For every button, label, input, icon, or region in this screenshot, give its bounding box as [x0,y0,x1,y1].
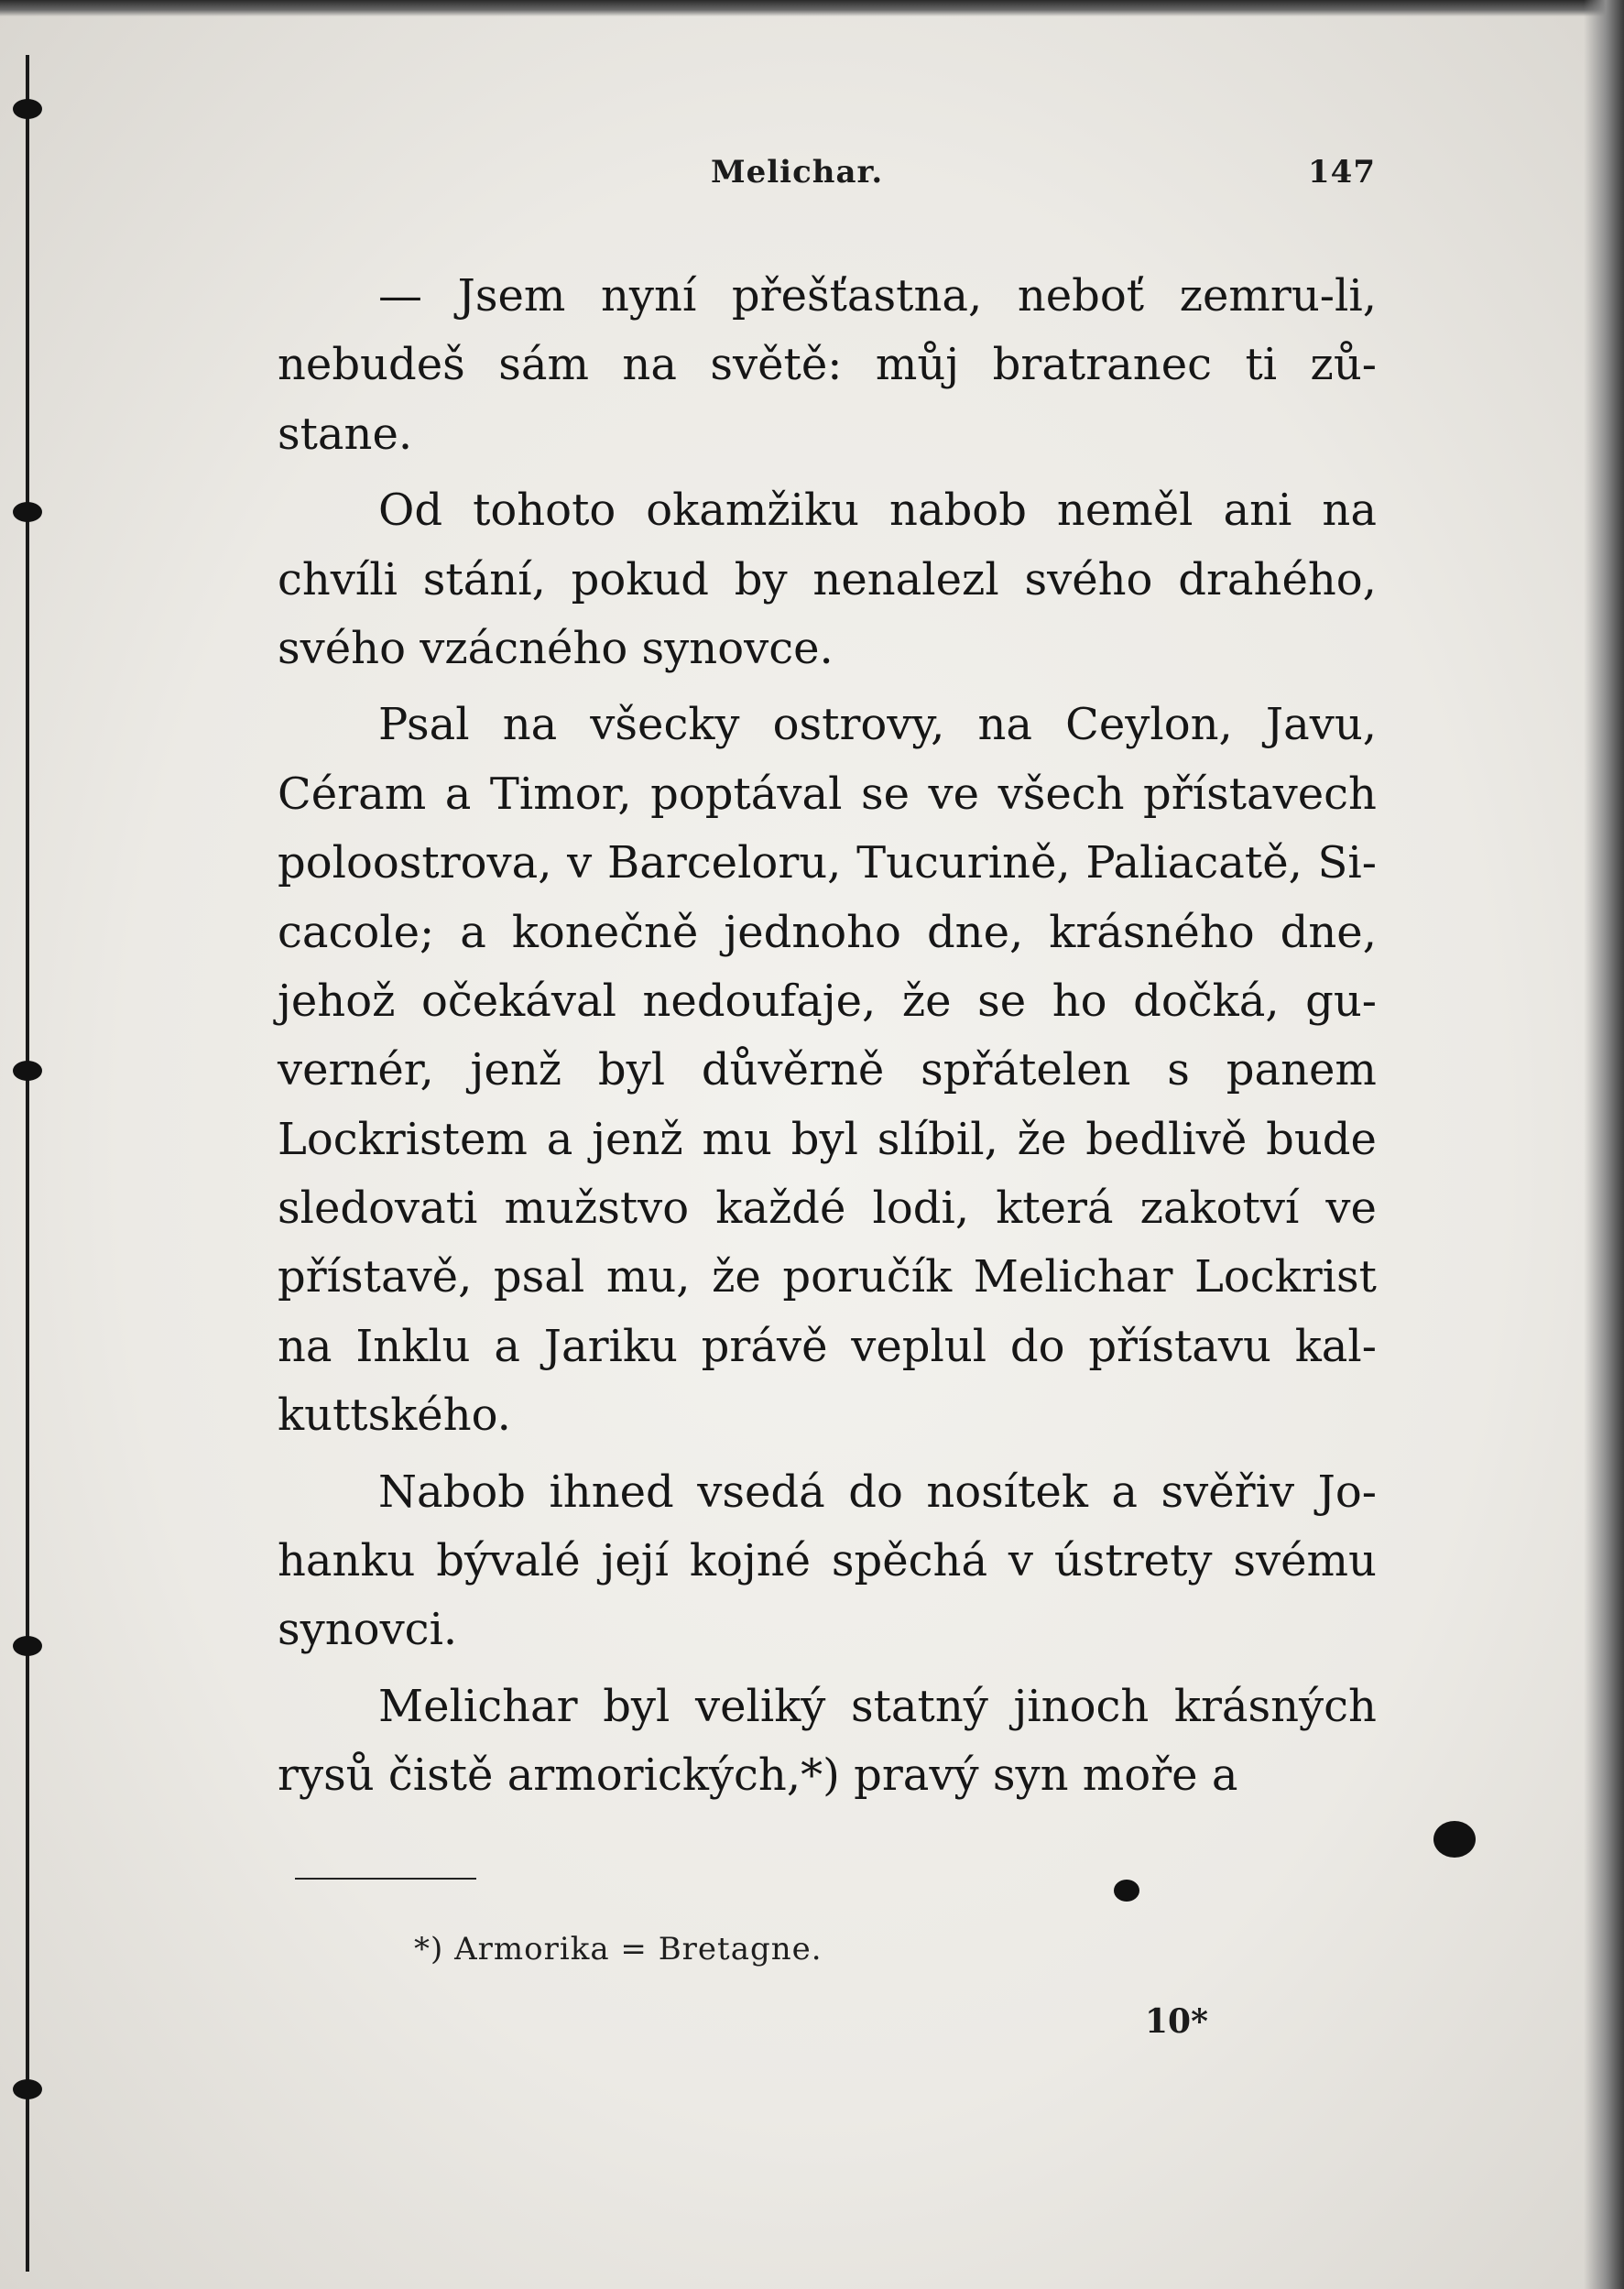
word: krásných [1173,1680,1377,1732]
word: na [278,1320,332,1372]
footnote-rule [295,1878,476,1880]
word: přístavě, [278,1251,473,1303]
word: do [848,1466,903,1518]
word: bývalé [436,1535,581,1587]
word: její [601,1535,670,1587]
text-line [278,476,1377,545]
text-line [278,1673,1377,1741]
word: jednoho [724,906,901,958]
body-text [278,262,1377,1811]
word: že [901,975,952,1027]
word: spřátelen [921,1044,1131,1096]
text-line [278,760,1377,829]
page-top-edge [0,0,1624,16]
word: přístavu [1088,1320,1271,1372]
word: svého [1024,553,1153,605]
word: na [622,339,677,391]
word: pokud [571,553,709,605]
word: poptával [650,768,843,820]
word: na [502,699,558,751]
word: neboť [1017,270,1145,322]
binding-spine [26,55,29,2272]
word: nedoufaje, [642,975,877,1027]
word: sledovati [278,1183,478,1235]
word: ostrovy, [772,699,945,751]
word: poručík [782,1251,953,1303]
spine-mark [13,1636,42,1656]
word: okamžiku [646,485,860,537]
word: Javu, [1265,699,1377,751]
word: veplul [851,1320,987,1372]
word: ani [1223,485,1292,537]
word: vsedá [697,1466,825,1518]
word: vernér, [278,1044,434,1096]
text-line: svého vzácného synovce. [278,622,834,674]
text-line [278,331,1377,399]
word: by [734,553,788,605]
word: statný [851,1680,988,1732]
word: ho [1052,975,1107,1027]
word: ve [928,768,980,820]
word: Céram [278,768,427,820]
word: mu [702,1113,772,1165]
word: právě [701,1320,828,1372]
spine-mark [13,99,42,119]
text-line [278,829,1377,898]
word: zemru-li, [1179,270,1377,322]
text-line: synovci. [278,1604,458,1656]
word: tohoto [473,485,616,537]
word: lodi, [872,1183,970,1235]
text-line [278,1174,1377,1243]
spine-mark [13,2079,42,2099]
word: bratranec [992,339,1212,391]
word: — [378,270,422,322]
word: v [1008,1535,1034,1587]
word: na [977,699,1033,751]
word: byl [790,1113,858,1165]
word: nebudeš [278,339,465,391]
word: byl [603,1680,670,1732]
word: cacole; [278,906,435,958]
word: každé [715,1183,846,1235]
word: svěřiv [1161,1466,1295,1518]
word: konečně [511,906,699,958]
word: že [1017,1113,1067,1165]
word: slíbil, [877,1113,998,1165]
spine-mark [13,1061,42,1081]
word: ihned [549,1466,674,1518]
word: Lockristem [278,1113,528,1165]
spine-mark [13,502,42,522]
word: zakotví [1139,1183,1300,1235]
word: Melichar [973,1251,1173,1303]
word: v [567,837,593,889]
word: byl [597,1044,666,1096]
word: dne, [1280,906,1377,958]
word: mužstvo [504,1183,690,1235]
word: jinoch [1013,1680,1150,1732]
word: a [444,768,472,820]
word: na [1322,485,1377,537]
word: do [1009,1320,1065,1372]
word: a [494,1320,520,1372]
word: Paliacatě, [1085,837,1302,889]
word: Barceloru, [606,837,842,889]
footnote: *) Armorika = Bretagne. [414,1931,823,1967]
word: Si- [1317,837,1377,889]
text-line: stane. [278,408,413,460]
word: Jsem [457,270,566,322]
text-line [278,1036,1377,1105]
word: která [996,1183,1114,1235]
word: důvěrně [701,1044,885,1096]
word: všech [997,768,1125,820]
word: Ceylon, [1065,699,1233,751]
word: dne, [926,906,1024,958]
text-line [278,1458,1377,1527]
word: Melichar [378,1680,578,1732]
ink-blot [1114,1880,1139,1902]
word: Timor, [489,768,632,820]
text-line [278,1106,1377,1174]
word: bedlivě [1085,1113,1248,1165]
word: s [1167,1044,1190,1096]
word: ústrety [1053,1535,1213,1587]
word: Jariku [543,1320,678,1372]
word: přístavech [1143,768,1377,820]
word: panem [1226,1044,1377,1096]
word: se [860,768,910,820]
word: Lockrist [1193,1251,1377,1303]
text-line [278,691,1377,759]
word: spěchá [831,1535,988,1587]
word: krásného [1049,906,1255,958]
text-line [278,1313,1377,1381]
signature-mark: 10* [1145,2002,1208,2041]
page-right-edge [1584,0,1624,2289]
text-line [278,1243,1377,1312]
word: psal [493,1251,585,1303]
word: chvíli [278,553,398,605]
page-number: 147 [1308,154,1376,191]
text-line [278,546,1377,615]
word: Psal [378,699,470,751]
word: jehož [278,975,396,1027]
word: kojné [689,1535,812,1587]
word: nabob [889,485,1027,537]
word: bude [1266,1113,1377,1165]
text-line: kuttského. [278,1390,511,1442]
text-line [278,1527,1377,1596]
word: a [460,906,486,958]
word: nenalezl [812,553,999,605]
word: kal- [1294,1320,1377,1372]
word: dočká, [1133,975,1280,1027]
word: Tucurině, [856,837,1071,889]
word: nosítek [926,1466,1088,1518]
word: ve [1325,1183,1377,1235]
word: přešťastna, [731,270,983,322]
text-line: rysů čistě armorických,*) pravý syn moře a [278,1749,1238,1802]
word: a [546,1113,573,1165]
word: jenž [470,1044,562,1096]
word: se [977,975,1027,1027]
word: a [1111,1466,1139,1518]
word: očekával [420,975,616,1027]
word: mu, [605,1251,691,1303]
word: sám [498,339,589,391]
text-line [278,899,1377,967]
word: gu- [1305,975,1377,1027]
word: Nabob [378,1466,526,1518]
word: můj [875,339,960,391]
word: Jo- [1317,1466,1377,1518]
word: nyní [601,270,697,322]
word: Od [378,485,443,537]
word: jenž [592,1113,683,1165]
word: stání, [422,553,546,605]
word: svému [1233,1535,1377,1587]
word: všecky [590,699,740,751]
word: neměl [1056,485,1193,537]
word: ti [1245,339,1278,391]
text-line [278,967,1377,1036]
word: zů- [1310,339,1377,391]
word: poloostrova, [278,837,552,889]
page-header [275,154,1374,194]
word: drahého, [1178,553,1377,605]
word: že [712,1251,761,1303]
word: Inklu [355,1320,471,1372]
running-title: Melichar. [711,154,884,191]
word: veliký [694,1680,826,1732]
text-line [278,262,1377,331]
ink-blot [1433,1821,1476,1858]
word: hanku [278,1535,416,1587]
word: světě: [710,339,843,391]
